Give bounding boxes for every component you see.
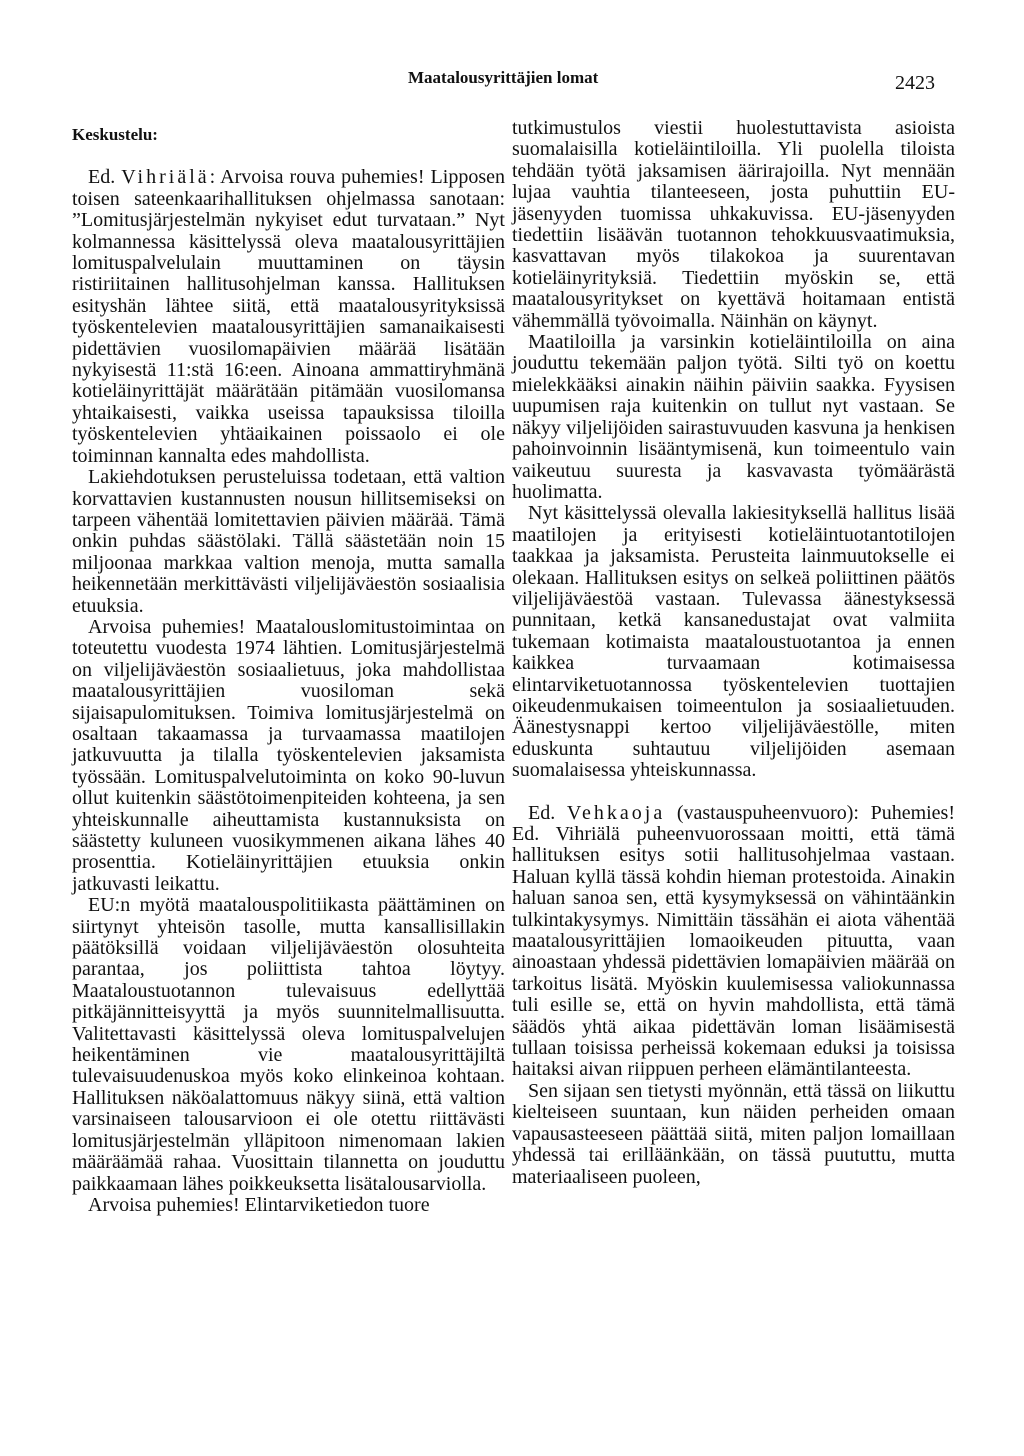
section-heading: Keskustelu: — [72, 125, 158, 144]
running-head: Maatalousyrittäjien lomat — [408, 68, 599, 87]
paragraph: Arvoisa puhemies! Elintarviketiedon tuore — [88, 1193, 430, 1216]
speech-text: (vastauspuheenvuoro): Puhemies! Ed. Vihriälä puheenvuorossaan moitti, että tämä hallituksen esitys sotii hallitusohjelmaa vastaan. Haluan kyllä tässä kohdin hieman protestoida. Ainakin haluan sanoa sen, että kysymyksessä on vähintäänkin tulkintakysymys. Nimittäin tässähän ei aiota vähentää maatalousyrittäjien lomaoikeuden pituutta, vaan ainoastaan yhdessä pidettävien lomapäivien määrää on tarkoitus lisätä. Myöskin kuulemisessa valiokunnassa tuli esille se, että on hyvin mahdollista, että tämä säädös yhtä aikaa pidettävän loman lisäämisestä tullaan toisissa perheissä kokemaan eduksi ja toisissa haitaksi aivan riippuen perheen elämäntilanteesta. — [512, 801, 956, 1081]
paragraph: EU:n myötä maatalouspolitiikasta päättäminen on siirtynyt yhteisön tasolle, mutta kansallisillakin päätöksillä voidaan viljelijäväestön olosuhteita parantaa, jos poliittista tahtoa löytyy. Maataloustuotannon tulevaisuus edellyttää pitkäjännitteisyyttä ja myös suunnitelmallisuutta. Valitettavasti käsittelyssä oleva lomituspalvelujen heikentäminen vie maatalousyrittäjiltä tulevaisuudenuskoa myös koko elinkeinoa kohtaan. Hallituksen näköalattomuus näkyy siinä, että valtion varsinaiseen talousarvioon ei ole otettu riittävästi lomitusjärjestelmän ylläpitoon nimenomaan lakien määräämää rahaa. Vuosittain tilannetta on jouduttu paikkaamaan lähes poikkeuksetta lisätalousarviolla. — [72, 894, 505, 1195]
speaker-name: Vehkaoja — [566, 801, 666, 824]
right-column — [512, 118, 955, 1188]
paragraph: Maatiloilla ja varsinkin kotieläintiloilla on aina jouduttu tekemään paljon työtä. Silti työ on koettu mielekkääksi ainakin näihin päiviin saakka. Fyysisen uupumisen raja kuitenkin on tullut nyt vastaan. Se näkyy viljelijöiden sairastuvuuden kasvuna ja henkisen pahoinvoinnin lisääntymisenä, kun toimeentulo vain vaikeutuu suuresta ja kasvavasta työmäärästä huolimatta. — [512, 331, 955, 503]
paragraph: Sen sijaan sen tietysti myönnän, että tässä on liikuttu kielteiseen suuntaan, kun näiden perheiden omaan vapausasteeseen päättää siitä, miten paljon lomaillaan yhdessä tai erilläänkään, on tässä puututtu, mutta materiaaliseen puoleen, — [512, 1079, 955, 1188]
paragraph-continuation: tutkimustulos viestii huolestuttavista asioista suomalaisilla kotieläintiloilla. Yli puolella tiloista tehdään työtä jaksamisen äärirajoilla. Nyt mennään lujaa vauhtia tilanteeseen, josta puhuttiin EU-jäsenyyden tuomissa uhkakuvissa. EU-jäsenyyden tiedettiin lisäävän tuotannon tehokkuusvaatimuksia, kasvattavan myös tilakokoa ja suurentavan kotieläinyrityksiä. Tiedettiin myöskin se, että maatalousyritykset on kyettävä hoitamaan entistä vähemmällä työvoimalla. Näinhän on käynyt. — [512, 117, 955, 332]
speaker-name: Vihriälä — [121, 166, 210, 189]
paragraph: Arvoisa puhemies! Maatalouslomitustoimintaa on toteutettu vuodesta 1974 lähtien. Lomitusjärjestelmä on viljelijäväestön sosiaalietuus, joka mahdollistaa maatalousyrittäjien vuosiloman sekä sijaisapulomituksen. Toimiva lomitusjärjestelmä on osaltaan takaamassa ja turvaamassa maatilojen jatkuvuutta ja tilalla työskentelevien jaksamista työssään. Lomituspalvelutoiminta on koko 90-luvun ollut kuitenkin säästötoimenpiteiden kohteena, ja sen yhteiskunnalle aiheuttamista kustannuksista on säästetty kuluneen vuosikymmenen aikana lähes 40 prosenttia. Kotieläinyrittäjien etuuksia onkin jatkuvasti leikattu. — [72, 615, 505, 895]
speaker-prefix: Ed. — [528, 801, 567, 824]
page-number: 2423 — [895, 72, 935, 94]
paragraph: Nyt käsittelyssä olevalla lakiesityksellä hallitus lisää maatilojen ja erityisesti kotieläintuotantotilojen taakkaa ja jaksamista. Perusteita lainmuutokselle ei olekaan. Hallituksen esitys on selkeä poliittinen päätös viljelijäväestöä vastaan. Tulevassa äänestyksessä punnitaan, ketkä kansanedustajat ovat valmiita tukemaan kotimaista maataloustuotantoa ja ennen kaikkea turvaamaan kotimaisessa elintarviketuotannossa työskentelevien tuottajien oikeudenmukaisen toimeentulon ja sosiaalietuuden. Äänestysnappi kertoo viljelijäväestölle, miten eduskunta suhtautuu viljelijöiden asemaan suomalaisessa yhteiskunnassa. — [512, 502, 955, 782]
speaker-prefix: Ed. — [88, 166, 122, 189]
speech-vihriala — [72, 167, 505, 467]
left-column — [72, 118, 505, 1216]
speech-text: : Arvoisa rouva puhemies! Lipposen toisen sateenkaarihallituksen ohjelmassa sanotaan: ”Lomitusjärjestelmän nykyiset edut turvataan.” Nyt kolmannessa käsittelyssä oleva maatalousyrittäjien lomituspalvelulain muuttaminen on täysin ristiriitainen hallitusohjelman kanssa. Hallituksen esityshän lähtee siitä, että maatalousyrityksissä työskentelevien maatalousyrittäjien samanaikaisesti pidettävien vuosilomapäivien määrää lisätään nykyisestä 11:stä 16:een. Ainoana ammattiryhmänä kotieläinyrittäjät määrätään pitämään vuosilomansa yhtaikaisesti, vaikka useissa tapauksissa tiloilla työskentelevien yhtäaikainen poissaolo ei ole toiminnan kannalta edes mahdollista. — [72, 166, 505, 467]
paragraph: Lakiehdotuksen perusteluissa todetaan, että valtion korvattavien kustannusten nousun hillitsemiseksi on tarpeen vähentää lomitettavien päivien määrää. Tämä onkin puhdas säästölaki. Tällä säästetään noin 15 miljoonaa markkaa valtion menoja, mutta samalla heikennetään merkittävästi viljelijäväestön sosiaalisia etuuksia. — [72, 466, 505, 617]
speech-vehkaoja — [512, 803, 955, 1081]
